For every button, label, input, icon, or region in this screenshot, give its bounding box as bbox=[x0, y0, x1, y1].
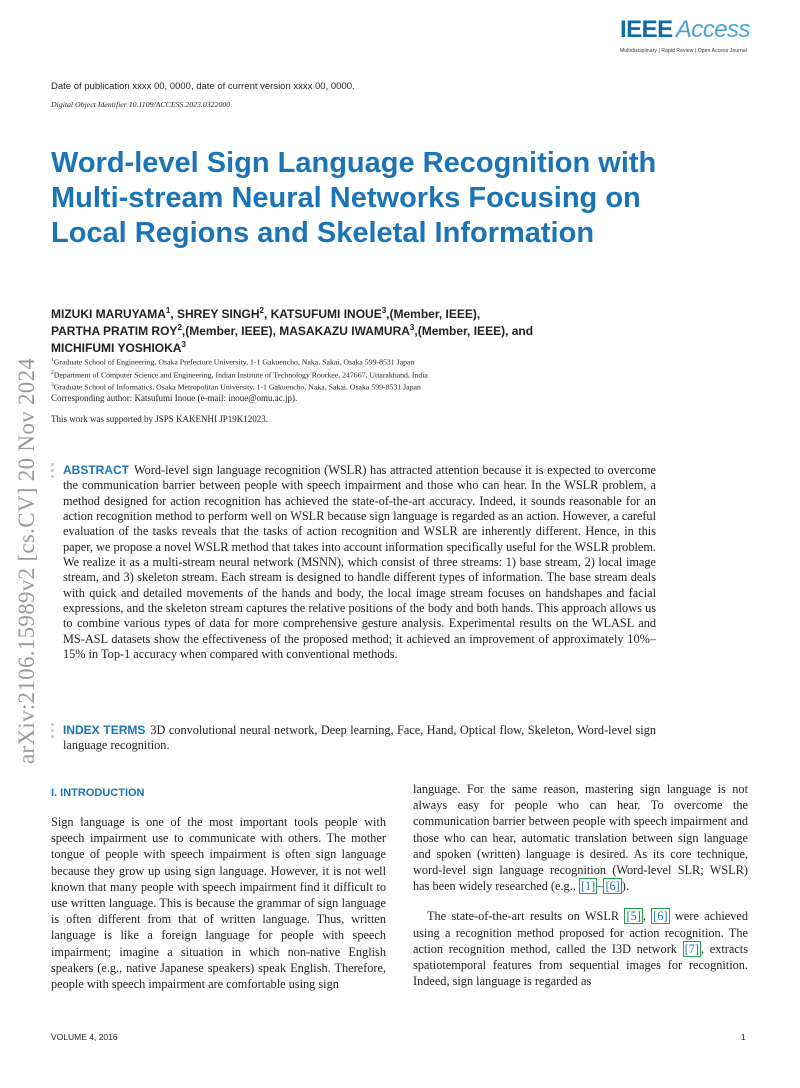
author-affil-mark: 2 bbox=[177, 323, 182, 332]
publication-date-line: Date of publication xxxx 00, 0000, date of current version xxxx 00, 0000. bbox=[51, 81, 355, 92]
author-suffix: ,(Member, IEEE), bbox=[386, 307, 481, 321]
intro-paragraph: Sign language is one of the most important tools people with speech impairment use to communicate with others. The mother tongue of people with speech impairment is often sign language because they grow up using sign language. However, it is not well known that many people with speech impairment find it difficult to use written language. This is because the grammar of sign language is often different from that of written language. Thus, written language is like a foreign language for people with speech impairment; imagine a situation in which non-native English speakers (e.g., native Japanese speakers) speak English. Therefore, people with speech impairment are comfortable using sign bbox=[51, 815, 386, 992]
arxiv-stamp: arXiv:2106.15989v2 [cs.CV] 20 Nov 2024 bbox=[14, 357, 39, 764]
left-column bbox=[51, 786, 386, 992]
affiliation-text: Graduate School of Engineering, Osaka Prefecture University, 1-1 Gakuencho, Naka, Sakai, Osaka 599-8531 Japan bbox=[53, 357, 415, 367]
paragraph-text: were achieved using a recognition method proposed for action recognition. The action recognition method, called the I3D network bbox=[413, 909, 748, 956]
logo-brand: IEEE bbox=[620, 16, 673, 43]
author-suffix: ,(Member, IEEE), and bbox=[414, 324, 534, 338]
author-name: SHREY SINGH bbox=[177, 307, 260, 321]
citation-link[interactable]: [7] bbox=[684, 941, 699, 956]
citation-link[interactable]: [5] bbox=[626, 909, 641, 924]
affiliation bbox=[51, 355, 651, 368]
doi-line: Digital Object Identifier 10.1109/ACCESS.2023.0322000 bbox=[51, 100, 231, 109]
index-terms bbox=[63, 723, 656, 754]
author-affil-mark: 2 bbox=[259, 306, 264, 315]
paper-title: Word-level Sign Language Recognition with Multi-stream Neural Networks Focusing on Local Regions and Skeletal Information bbox=[51, 147, 657, 249]
logo-product: Access bbox=[675, 16, 751, 43]
section-heading: I. INTRODUCTION bbox=[51, 787, 145, 799]
citation-link[interactable]: [6] bbox=[653, 909, 668, 924]
intro-paragraph-continued bbox=[413, 781, 748, 894]
author-affil-mark: 3 bbox=[409, 323, 415, 332]
affiliation bbox=[51, 380, 651, 393]
citation-link[interactable]: [6] bbox=[605, 879, 620, 894]
footer-page-number: 1 bbox=[741, 1032, 746, 1042]
intro-paragraph bbox=[413, 908, 748, 989]
paragraph-text: The state-of-the-art results on WSLR bbox=[427, 909, 625, 924]
author-name: MASAKAZU IWAMURA bbox=[279, 324, 410, 338]
ieee-access-logo bbox=[620, 16, 751, 54]
affiliation-number: 2 bbox=[51, 369, 54, 376]
abstract bbox=[63, 463, 656, 662]
author-name: MIZUKI MARUYAMA bbox=[51, 307, 166, 321]
author-suffix: , bbox=[170, 307, 178, 321]
author-affil-mark: 3 bbox=[181, 340, 186, 349]
author-name: KATSUFUMI INOUE bbox=[270, 307, 382, 321]
author-name: PARTHA PRATIM ROY bbox=[51, 324, 178, 338]
paragraph-text: , extracts spatiotemporal features from sequential images for recognition. Indeed, sign language is regarded as bbox=[413, 941, 749, 989]
author-list bbox=[51, 306, 651, 357]
abstract-marker-dots bbox=[51, 463, 55, 481]
author-suffix: , bbox=[263, 307, 271, 321]
author-affil-mark: 3 bbox=[381, 306, 387, 315]
abstract-label: ABSTRACT bbox=[63, 463, 129, 477]
author-affil-mark: 1 bbox=[165, 306, 171, 315]
paragraph-text: language. For the same reason, mastering sign language is not always easy for people who can hear. To overcome the communication barrier between people with speech impairment and those who can hear, automatic translation between sign language and spoken (written) language is desired. As its core technique, word-level sign language recognition (Word-level SLR; WSLR) has been widely researched (e.g., bbox=[413, 782, 748, 894]
index-terms-label: INDEX TERMS bbox=[63, 723, 146, 737]
citation-range-dash: – bbox=[597, 879, 604, 894]
index-terms-text: 3D convolutional neural network, Deep learning, Face, Hand, Optical flow, Skeleton, Word-level sign language recognition. bbox=[63, 723, 656, 753]
citation-link[interactable]: [1] bbox=[580, 879, 596, 894]
author-suffix: ,(Member, IEEE), bbox=[181, 324, 280, 338]
affiliation-number: 1 bbox=[51, 357, 54, 363]
citation-separator: , bbox=[642, 909, 652, 924]
right-column bbox=[413, 781, 748, 989]
footer-volume: VOLUME 4, 2016 bbox=[51, 1032, 118, 1042]
affiliation-list bbox=[51, 355, 651, 393]
abstract-text: Word-level sign language recognition (WSLR) has attracted attention because it is expected to overcome the communication barrier between people with speech impairment and those who can hear. In the WSLR problem, a method designed for action recognition has achieved the state-of-the-art accuracy. Indeed, it sounds reasonable for an action recognition method to perform well on WSLR because sign language is regarded as an action. However, a careful evaluation of the tasks reveals that the tasks of action recognition and WSLR are inherently different. Hence, in this paper, we propose a novel WSLR method that takes into account information specifically useful for the WSLR problem. We realize it as a multi-stream neural network (MSNN), which consist of three streams: 1) base stream, 2) local image stream, and 3) skeleton stream. Each stream is designed to handle different types of information. The base stream deals with quick and detailed movements of the hands and body, the local image stream focuses on handshapes and facial expressions, and the skeleton stream captures the relative positions of the body and both hands. This approach allows us to combine various types of data for more comprehensive gesture analysis. Experimental results on the WLASL and MS-ASL datasets show the effectiveness of the proposed method; it achieved an improvement of approximately 10%–15% in Top-1 accuracy when compared with conventional methods. bbox=[63, 463, 656, 662]
affiliation-number: 3 bbox=[51, 382, 54, 389]
index-terms-marker-dots bbox=[51, 723, 55, 741]
corresponding-author: Corresponding author: Katsufumi Inoue (e-mail: inoue@omu.ac.jp). bbox=[51, 393, 298, 403]
affiliation bbox=[51, 368, 651, 381]
author-name: MICHIFUMI YOSHIOKA bbox=[51, 341, 182, 355]
paragraph-text: ). bbox=[621, 879, 629, 894]
logo-tagline: Multidisciplinary | Rapid Review | Open Access Journal bbox=[620, 48, 747, 54]
affiliation-text: Department of Computer Science and Engineering, Indian Institute of Technology Roorkee, 247667, Uttarakhand, India bbox=[53, 370, 428, 380]
logo-wordmark bbox=[620, 16, 751, 46]
funding-note: This work was supported by JSPS KAKENHI JP19K12023. bbox=[51, 414, 269, 424]
affiliation-text: Graduate School of Informatics, Osaka Metropolitan University, 1-1 Gakuencho, Naka, Sakai, Osaka 599-8531 Japan bbox=[53, 382, 421, 392]
